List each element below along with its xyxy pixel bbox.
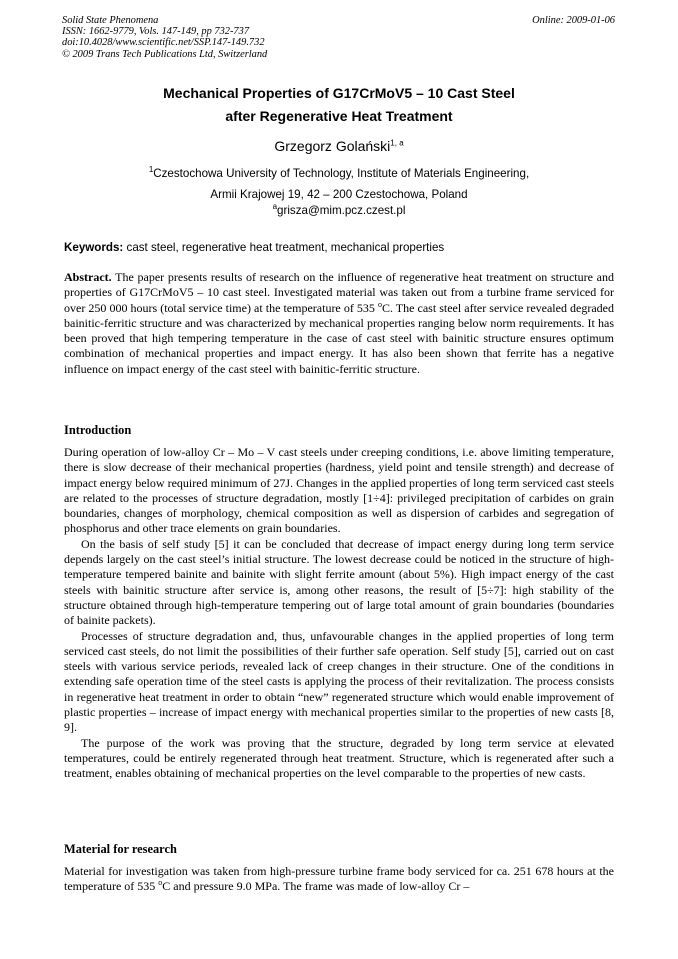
- material-heading: Material for research: [64, 842, 177, 856]
- title-line-2: after Regenerative Heat Treatment: [225, 108, 453, 124]
- intro-paragraph-1: During operation of low-alloy Cr – Mo – V cast steels under creeping conditions, i.e. above limiting temperature, there is slow decrease of their mechanical properties (hardness, yield point and tensile strength) and decrease of impact energy below required minimum of 27J. Changes in the applied properties of long term serviced cast steels are related to the processes of structure degradation, mostly [1÷4]: privileged precipitation of carbides on grain boundaries, changes of morphology, chemical composition as well as dispersion of carbides and segregation of phosphorus and other trace elements on grain boundaries.: [64, 445, 614, 536]
- journal-name: Solid State Phenomena: [62, 15, 159, 26]
- author-email[interactable]: grisza@mim.pcz.czest.pl: [277, 204, 406, 217]
- material-degree: o: [158, 878, 163, 888]
- material-text-a: Material for investigation was taken from high-pressure turbine frame body serviced for ca. 251 678 hours at the temperature of 535: [64, 864, 614, 894]
- abstract-text-a: The paper presents results of research on the influence of regenerative heat treatment on structure and properties of G17CrMoV5 – 10 cast steel. Investigated material was taken out from a turbine frame serviced for over 250 000 hours (total service time) at the temperature of 535: [64, 270, 614, 315]
- affiliation: [64, 163, 614, 205]
- copyright-line: © 2009 Trans Tech Publications Ltd, Switzerland: [62, 48, 268, 60]
- author-name: Grzegorz Golański: [274, 138, 391, 154]
- title-line-1: Mechanical Properties of G17CrMoV5 – 10 Cast Steel: [163, 85, 515, 101]
- affiliation-sup: 1: [148, 165, 154, 175]
- journal-header: [62, 15, 382, 60]
- material-body: [64, 864, 614, 895]
- author: [64, 137, 614, 155]
- intro-paragraph-3: Processes of structure degradation and, thus, unfavourable changes in the applied properties of long term serviced cast steels, do not limit the possibilities of their further safe operation. Self study [5], carried out on cast steels with various service periods, revealed lack of creep changes in their structure. One of the conditions in extending safe operation time of the steel casts is applying the process of their revitalization. The process consists in regenerative heat treatment in order to obtain “new” regenerated structure which would enable improvement of plastic properties – increase of impact energy with mechanical properties similar to the properties of new casts [8, 9].: [64, 628, 614, 735]
- keywords-label: Keywords:: [64, 241, 124, 254]
- material-text-b: C and pressure 9.0 MPa. The frame was made of low-alloy Cr –: [162, 879, 470, 894]
- affiliation-line-2: Armii Krajowej 19, 42 – 200 Czestochowa, Poland: [210, 188, 468, 201]
- keywords-text: cast steel, regenerative heat treatment, mechanical properties: [126, 241, 445, 254]
- keywords: [64, 240, 614, 255]
- author-sup: 1, a: [390, 138, 404, 148]
- doi-line: doi:10.4028/www.scientific.net/SSP.147-149.732: [62, 37, 265, 49]
- online-date: Online: 2009-01-06: [532, 15, 615, 26]
- abstract-text-b: C. The cast steel after service revealed degraded bainitic-ferritic structure and was characterized by mechanical properties ranging below norm requirements. It has been proved that high tempering temperature in the case of cast steel with bainitic structure ensures optimum combination of mechanical properties and impact energy. It has also been shown that ferrite has a negative influence on impact energy of the cast steel with bainitic-ferritic structure.: [64, 300, 615, 376]
- issn-line: ISSN: 1662-9779, Vols. 147-149, pp 732-737: [62, 26, 250, 38]
- abstract-degree: o: [377, 299, 382, 309]
- affiliation-line-1: Czestochowa University of Technology, Institute of Materials Engineering,: [153, 167, 530, 180]
- abstract: [64, 270, 614, 377]
- introduction-heading: Introduction: [64, 423, 132, 437]
- author-email-line: [64, 203, 614, 219]
- intro-paragraph-4: The purpose of the work was proving that the structure, degraded by long term service at elevated temperatures, could be entirely regenerated through heat treatment. Structure, which is regenerated after such a treatment, enables obtaining of mechanical properties on the level comparable to the properties of new casts.: [64, 735, 614, 781]
- introduction-body: [64, 445, 614, 782]
- intro-paragraph-2: On the basis of self study [5] it can be concluded that decrease of impact energy during long term service depends largely on the cast steel’s initial structure. The lowest decrease could be noticed in the structure of high-temperature tempered bainite and bainite with slight ferrite amount (about 5%). High impact energy of the cast steels with bainitic structure after service is, among other reasons, the result of [5÷7]: high stability of the structure obtained through high-temperature tempering out of large total amount of grain boundaries (boundaries of bainite packets).: [64, 536, 614, 628]
- email-sup: a: [272, 202, 278, 212]
- abstract-label: Abstract.: [64, 270, 112, 284]
- paper-title: [64, 82, 614, 128]
